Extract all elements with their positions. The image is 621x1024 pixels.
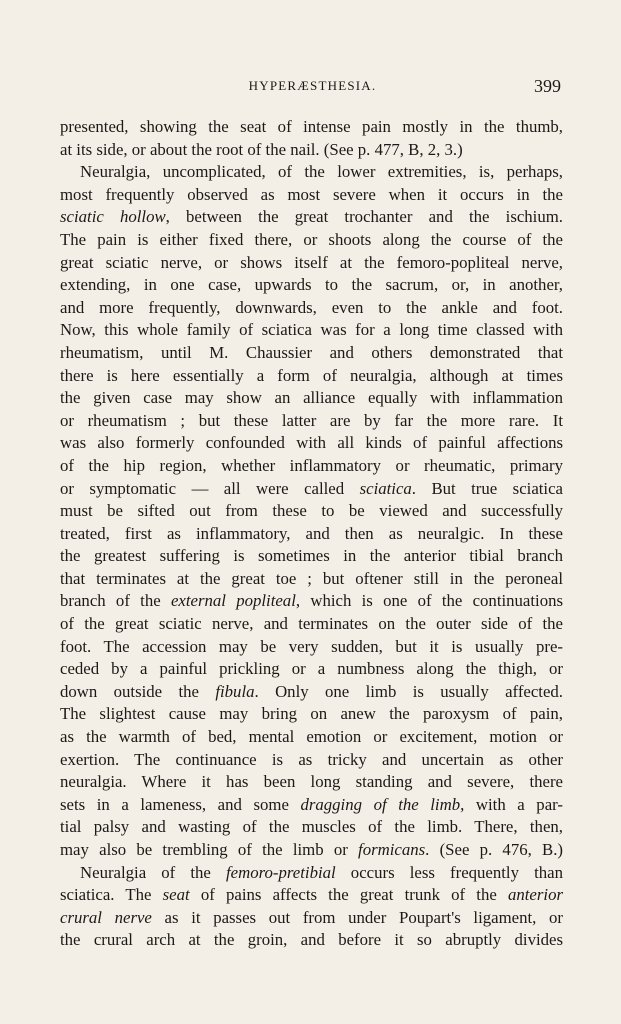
text-run: neuralgia. Where it has been long standing and severe, there bbox=[60, 772, 563, 792]
italic-text: crural nerve bbox=[60, 907, 152, 927]
text-run: or symptomatic — all were called bbox=[60, 478, 360, 498]
text-line bbox=[60, 545, 563, 568]
text-line bbox=[60, 161, 563, 184]
text-run: of the hip region, whether inflammatory or rheumatic, primary bbox=[60, 455, 563, 475]
text-run: may also be trembling of the limb or bbox=[60, 840, 359, 859]
text-run: presented, showing the seat of intense pain mostly in the thumb, bbox=[60, 117, 563, 136]
text-run: the given case may show an alliance equally with inflammation bbox=[60, 388, 563, 408]
text-line bbox=[60, 342, 563, 365]
italic-text: femoro-pretibial bbox=[226, 862, 336, 882]
text-run: extending, in one case, upwards to the sacrum, or, in another, bbox=[60, 275, 563, 295]
text-line bbox=[60, 816, 563, 839]
text-run: exertion. The continuance is as tricky and uncertain as other bbox=[60, 749, 563, 769]
text-run: , between the great trochanter and the ischium. bbox=[165, 207, 563, 227]
text-run: occurs less frequently than bbox=[335, 862, 563, 882]
text-line bbox=[60, 681, 563, 704]
text-run: the crural arch at the groin, and before it so abruptly divides bbox=[60, 930, 563, 950]
text-line bbox=[60, 410, 563, 433]
text-run: must be sifted out from these to be viewed and successfully bbox=[60, 501, 563, 521]
page-header bbox=[64, 78, 561, 100]
text-run: foot. The accession may be very sudden, but it is usually pre- bbox=[60, 636, 563, 656]
text-line bbox=[60, 387, 563, 410]
text-run: , which is one of the continuations bbox=[295, 591, 564, 611]
italic-text: fibula bbox=[215, 681, 255, 701]
text-line bbox=[60, 252, 563, 275]
text-run: tial palsy and wasting of the muscles of the limb. There, then, bbox=[60, 817, 563, 837]
text-run: sciatica. The bbox=[60, 885, 163, 905]
text-run: as the warmth of bed, mental emotion or excitement, motion or bbox=[60, 727, 563, 747]
text-run: most frequently observed as most severe when it occurs in the bbox=[60, 184, 563, 204]
text-line bbox=[60, 771, 563, 794]
text-line bbox=[60, 658, 563, 681]
text-line bbox=[60, 116, 563, 139]
text-line bbox=[60, 907, 563, 930]
text-line bbox=[60, 139, 563, 162]
italic-text: sciatic hollow bbox=[60, 207, 166, 227]
text-line bbox=[60, 523, 563, 546]
text-run: of pains affects the great trunk of the bbox=[189, 885, 508, 905]
text-run: branch of the bbox=[60, 591, 171, 611]
text-line bbox=[60, 432, 563, 455]
text-line bbox=[60, 365, 563, 388]
text-line bbox=[60, 184, 563, 207]
text-run: Neuralgia of the bbox=[80, 862, 226, 882]
text-run: the greatest suffering is sometimes in the anterior tibial branch bbox=[60, 546, 563, 566]
text-line bbox=[60, 794, 563, 817]
text-line bbox=[60, 297, 563, 320]
text-run: Now, this whole family of sciatica was for a long time classed with bbox=[60, 320, 563, 340]
text-line bbox=[60, 749, 563, 772]
text-run: . But true sciatica bbox=[411, 478, 563, 498]
italic-text: formicans bbox=[358, 840, 426, 859]
text-run: treated, first as inflammatory, and then as neuralgic. In these bbox=[60, 523, 563, 543]
text-line bbox=[60, 929, 563, 952]
text-line bbox=[60, 500, 563, 523]
text-run: was also formerly confounded with all kinds of painful affections bbox=[60, 433, 563, 453]
text-line bbox=[60, 726, 563, 749]
running-title: HYPERÆSTHESIA. bbox=[248, 78, 377, 93]
text-run: or rheumatism ; but these latter are by far the more rare. It bbox=[60, 410, 563, 430]
text-run: down outside the bbox=[60, 681, 216, 701]
text-run: there is here essentially a form of neuralgia, although at times bbox=[60, 365, 563, 385]
text-line bbox=[60, 229, 563, 252]
text-line bbox=[60, 862, 563, 885]
italic-text: sciatica bbox=[359, 478, 412, 498]
text-run: Neuralgia, uncomplicated, of the lower extremities, is, perhaps, bbox=[80, 162, 563, 182]
text-run: ceded by a painful prickling or a numbness along the thigh, or bbox=[60, 659, 563, 679]
text-run: as it passes out from under Poupart's ligament, or bbox=[151, 907, 563, 927]
text-run: The pain is either fixed there, or shoots along the course of the bbox=[60, 229, 563, 249]
text-line bbox=[60, 884, 563, 907]
text-run: of the great sciatic nerve, and terminates on the outer side of the bbox=[60, 614, 563, 634]
italic-text: seat bbox=[162, 885, 190, 905]
italic-text: anterior bbox=[507, 885, 563, 905]
text-line bbox=[60, 636, 563, 659]
body-text bbox=[60, 116, 563, 952]
text-run: sets in a lameness, and some bbox=[60, 794, 301, 814]
text-run: rheumatism, until M. Chaussier and others demonstrated that bbox=[60, 342, 563, 362]
text-line bbox=[60, 703, 563, 726]
text-run: at its side, or about the root of the nail. (See p. 477, B, 2, 3.) bbox=[60, 139, 463, 159]
text-run: and more frequently, downwards, even to the ankle and foot. bbox=[60, 297, 563, 317]
text-run: great sciatic nerve, or shows itself at the femoro-popliteal nerve, bbox=[60, 252, 563, 272]
text-line bbox=[60, 613, 563, 636]
text-line bbox=[60, 839, 563, 862]
text-run: . Only one limb is usually affected. bbox=[254, 681, 563, 701]
text-line bbox=[60, 568, 563, 591]
text-line bbox=[60, 274, 563, 297]
italic-text: dragging of the limb bbox=[300, 794, 461, 814]
text-line bbox=[60, 455, 563, 478]
text-run: The slightest cause may bring on anew the paroxysm of pain, bbox=[60, 704, 563, 724]
italic-text: external popliteal bbox=[170, 591, 296, 611]
text-line bbox=[60, 319, 563, 342]
text-line bbox=[60, 206, 563, 229]
text-line bbox=[60, 590, 563, 613]
page-number: 399 bbox=[534, 76, 561, 96]
text-line bbox=[60, 478, 563, 501]
text-run: , with a par- bbox=[460, 794, 563, 814]
text-run: that terminates at the great toe ; but oftener still in the peroneal bbox=[60, 568, 563, 588]
text-run: . (See p. 476, B.) bbox=[425, 840, 563, 859]
